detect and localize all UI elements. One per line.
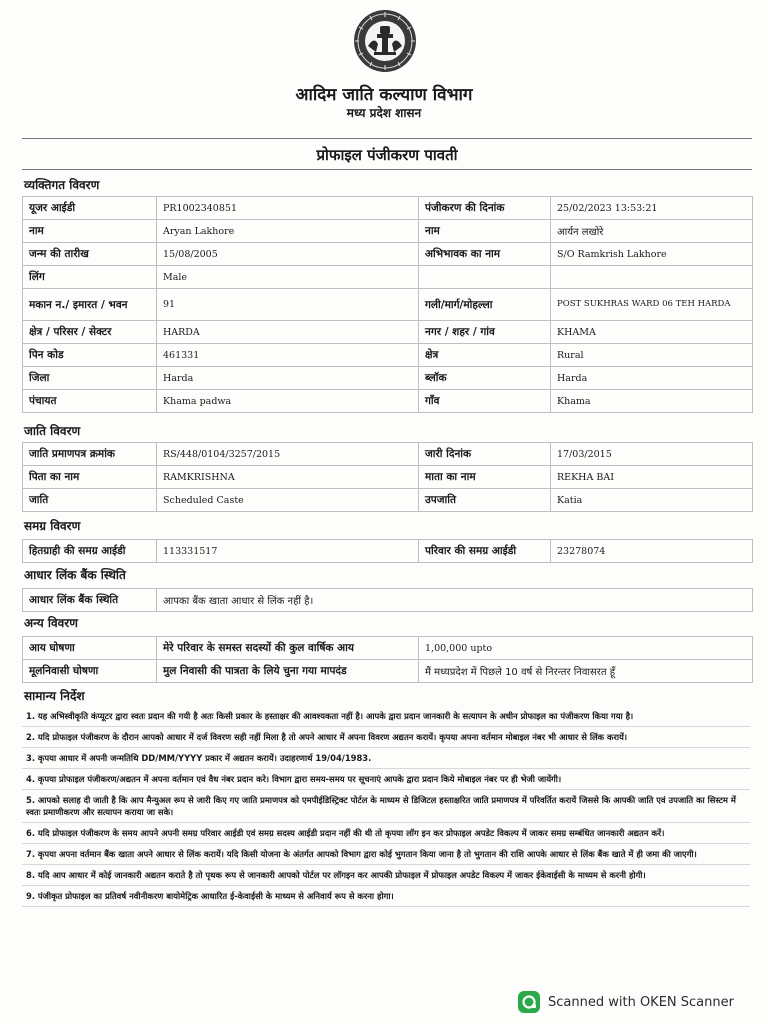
field-value: Khama padwa [157,390,419,413]
field-label [419,266,551,289]
field-value: Scheduled Caste [157,489,419,512]
table-row [23,443,753,466]
instruction-item: 7. कृपया अपना वर्तमान बैंक खाता अपने आधार से लिंक करायें। यदि किसी योजना के अंतर्गत आपको विभाग द्वारा कोई भुगतान किया जाना है तो भुगतान की राशि आपके आधार से लिंक बैंक खाते में ही जमा की जाएगी। [22,844,750,865]
field-value: आर्यन लखोरे [551,220,753,243]
table-row [23,660,753,683]
table-row [23,321,753,344]
field-value: 113331517 [157,540,419,563]
field-value: HARDA [157,321,419,344]
aadhaar-section-heading: आधार लिंक बैंक स्थिति [24,568,126,582]
other-details-table [22,636,753,683]
field-value [551,266,753,289]
field-value: 23278074 [551,540,753,563]
personal-details-table [22,196,753,413]
field-label: जारी दिनांक [419,443,551,466]
instruction-item: 6. यदि प्रोफाइल पंजीकरण के समय आपने अपनी समग्र परिवार आईडी एवं समग्र सदस्य आईडी प्रदान नहीं की थी तो कृपया लॉग इन कर प्रोफाइल अपडेट विकल्प में जाकर समग्र सम्बंधित जानकारी अद्यतन करें। [22,823,750,844]
field-value: 91 [157,289,419,321]
receipt-title: प्रोफाइल पंजीकरण पावती [22,138,752,170]
field-label: हितग्राही की समग्र आईडी [23,540,157,563]
aadhaar-status-table [22,588,753,612]
field-value: KHAMA [551,321,753,344]
field-label: आय घोषणा [23,637,157,660]
field-label: गाँव [419,390,551,413]
table-row [23,390,753,413]
field-value: REKHA BAI [551,466,753,489]
field-label: पिन कोड [23,344,157,367]
field-value: 1,00,000 upto [419,637,753,660]
table-row [23,289,753,321]
table-row [23,266,753,289]
field-label: जिला [23,367,157,390]
caste-details-table [22,442,753,512]
samagra-details-table [22,539,753,563]
field-label: अभिभावक का नाम [419,243,551,266]
table-row [23,540,753,563]
field-value: 461331 [157,344,419,367]
instruction-item: 5. आपको सलाह दी जाती है कि आप मैन्युअल रूप से जारी किए गए जाति प्रमाणपत्र को एमपीईडिस्ट्रिक्ट पोर्टल के माध्यम से डिजिटल हस्ताक्षरित जाति प्रमाणपत्र में परिवर्तित करायें जिससे कि आपकी जाति एवं उपजाति का सिस्टम में स्वतः प्रमाणीकरण और सत्यापन कराया जा सके। [22,790,750,823]
field-value: RAMKRISHNA [157,466,419,489]
instruction-item: 3. कृपया आधार में अपनी जन्मतिथि DD/MM/YYYY प्रकार में अद्यतन करायें। उदाहरणार्थ 19/04/1983. [22,748,750,769]
field-value: POST SUKHRAS WARD 06 TEH HARDA [551,289,753,321]
field-value: Aryan Lakhore [157,220,419,243]
samagra-section-heading: समग्र विवरण [24,519,81,533]
scanner-text: Scanned with OKEN Scanner [548,994,734,1010]
field-value: S/O Ramkrish Lakhore [551,243,753,266]
field-value: Male [157,266,419,289]
table-row [23,220,753,243]
mp-emblem-icon [346,8,424,74]
table-row [23,243,753,266]
field-label: मकान न./ इमारत / भवन [23,289,157,321]
field-label: आधार लिंक बैंक स्थिति [23,589,157,612]
instructions-heading: सामान्य निर्देश [24,689,85,703]
field-label: पंचायत [23,390,157,413]
field-value: Khama [551,390,753,413]
field-label: नगर / शहर / गांव [419,321,551,344]
field-label: उपजाति [419,489,551,512]
field-label: जाति [23,489,157,512]
table-row [23,589,753,612]
field-value: Rural [551,344,753,367]
field-label: क्षेत्र [419,344,551,367]
instruction-item: 9. पंजीकृत प्रोफाइल का प्रतिवर्ष नवीनीकरण बायोमेट्रिक आधारित ई-केवाईसी के माध्यम से अनिवार्य रूप से करना होगा। [22,886,750,907]
table-row [23,367,753,390]
government-subtitle: मध्य प्रदेश शासन [346,106,422,120]
field-label: नाम [23,220,157,243]
field-label: पंजीकरण की दिनांक [419,197,551,220]
field-value: Harda [157,367,419,390]
field-label: माता का नाम [419,466,551,489]
table-row [23,466,753,489]
caste-section-heading: जाति विवरण [24,424,81,438]
field-label: गली/मार्ग/मोहल्ला [419,289,551,321]
instruction-item: 4. कृपया प्रोफाइल पंजीकरण/अद्यतन में अपना वर्तमान एवं वैध नंबर प्रदान करे। विभाग द्वारा समय-समय पर सूचनाएं आपके द्वारा प्रदान किये मोबाइल नंबर पर ही भेजी जायेंगी। [22,769,750,790]
field-value: Katia [551,489,753,512]
field-label: क्षेत्र / परिसर / सेक्टर [23,321,157,344]
field-label: ब्लॉक [419,367,551,390]
field-label: जन्म की तारीख [23,243,157,266]
field-label: यूजर आईडी [23,197,157,220]
table-row [23,637,753,660]
table-row [23,197,753,220]
department-title: आदिम जाति कल्याण विभाग [295,85,473,105]
table-row [23,344,753,367]
personal-section-heading: व्यक्तिगत विवरण [24,178,100,192]
aadhaar-status-value: आपका बैंक खाता आधार से लिंक नहीं है। [157,589,753,612]
oken-scanner-icon [518,991,540,1013]
table-row [23,489,753,512]
field-value: PR1002340851 [157,197,419,220]
field-label: लिंग [23,266,157,289]
other-section-heading: अन्य विवरण [24,616,78,630]
field-label: जाति प्रमाणपत्र क्रमांक [23,443,157,466]
field-value: 17/03/2015 [551,443,753,466]
field-label: मूलनिवासी घोषणा [23,660,157,683]
declaration-text: मेरे परिवार के समस्त सदस्यों की कुल वार्षिक आय [157,637,419,660]
field-label: नाम [419,220,551,243]
instruction-item: 8. यदि आप आधार में कोई जानकारी अद्यतन कराते है तो पृथक रूप से जानकारी आपको पोर्टल पर लॉगइन कर आपकी प्रोफाइल में प्रोफाइल अपडेट विकल्प में जाकर ईकेवाईसी के माध्यम से करनी होगी। [22,865,750,886]
instructions-list [22,706,750,907]
instruction-item: 1. यह अभिस्वीकृति कंप्यूटर द्वारा स्वतः प्रदान की गयी है अतः किसी प्रकार के हस्ताक्षर की आवश्यकता नहीं है। आपके द्वारा प्रदान जानकारी के सत्यापन के अधीन प्रोफाइल का पंजीकरण किया गया है। [22,706,750,727]
field-label: पिता का नाम [23,466,157,489]
field-label: परिवार की समग्र आईडी [419,540,551,563]
field-value: मैं मध्यप्रदेश में पिछले 10 वर्ष से निरन्तर निवासरत हूँ [419,660,753,683]
instruction-item: 2. यदि प्रोफाइल पंजीकरण के दौरान आपको आधार में दर्ज विवरण सही नहीं मिला है तो अपने आधार में अपना विवरण अद्यतन करायें। कृपया अपना वर्तमान मोबाइल नंबर भी आधार से लिंक करायें। [22,727,750,748]
field-value: 25/02/2023 13:53:21 [551,197,753,220]
field-value: Harda [551,367,753,390]
scanner-watermark [518,991,758,1013]
field-value: 15/08/2005 [157,243,419,266]
declaration-text: मुल निवासी की पात्रता के लिये चुना गया मापदंड [157,660,419,683]
field-value: RS/448/0104/3257/2015 [157,443,419,466]
